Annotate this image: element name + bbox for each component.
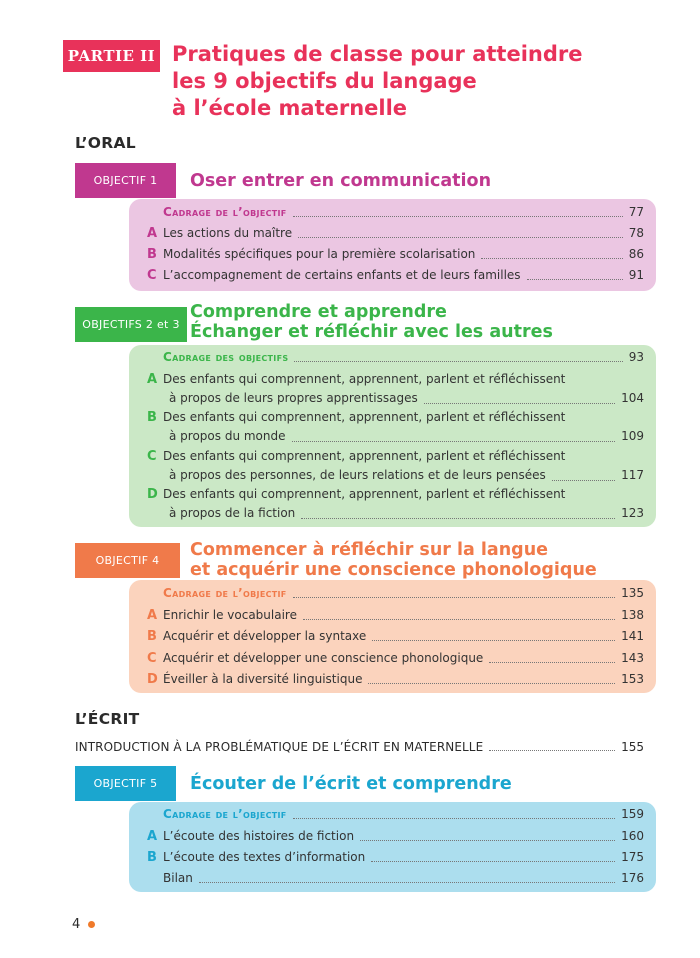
toc-entry-b[interactable]	[147, 629, 644, 644]
toc-entry-page: 143	[621, 651, 644, 665]
toc-entry-text: Les actions du maître	[163, 226, 293, 240]
objectif-title-line: Comprendre et apprendre	[190, 302, 447, 322]
partie-title-line: les 9 objectifs du langage	[172, 69, 477, 93]
toc-entry-letter: C	[147, 449, 157, 464]
objectif-23-title	[190, 302, 553, 342]
leader-dots	[489, 750, 615, 751]
section-heading-oral: L’ORAL	[75, 134, 136, 152]
toc-entry-letter: A	[147, 608, 158, 623]
section-heading-ecrit: L’ÉCRIT	[75, 710, 140, 728]
toc-entry-page: 104	[621, 391, 644, 405]
toc-entry-b[interactable]	[147, 408, 644, 446]
toc-entry-letter: A	[147, 372, 158, 387]
toc-entry-letter: B	[147, 629, 157, 644]
objectif-title-line: et acquérir une conscience phonologique	[190, 560, 597, 580]
objectif-1-box	[129, 199, 656, 291]
toc-entry-letter: D	[147, 672, 158, 687]
toc-entry-text: Des enfants qui comprennent, apprennent, parlent et réfléchissent	[163, 449, 566, 463]
toc-entry-d[interactable]	[147, 672, 644, 687]
toc-entry-page: 93	[628, 350, 644, 364]
toc-entry-b[interactable]	[147, 247, 644, 262]
leader-dots	[293, 597, 616, 598]
leader-dots	[371, 861, 615, 862]
objectif-5-title	[190, 774, 512, 794]
toc-entry-page: 117	[621, 468, 644, 482]
leader-dots	[293, 818, 616, 819]
toc-entry-page: 86	[628, 247, 644, 261]
toc-entry-c[interactable]	[147, 268, 644, 283]
toc-entry-page: 175	[621, 850, 644, 864]
toc-entry-text: Cadrage de l’objectif	[163, 205, 287, 219]
toc-entry-page: 78	[628, 226, 644, 240]
toc-entry-text: L’écoute des histoires de fiction	[163, 829, 355, 843]
toc-entry-text: Des enfants qui comprennent, apprennent, parlent et réfléchissent	[163, 487, 566, 501]
leader-dots	[527, 279, 623, 280]
toc-entry-c[interactable]	[147, 651, 644, 666]
toc-entry-cadrage[interactable]	[147, 586, 644, 601]
objectif-title-line: Écouter de l’écrit et comprendre	[190, 774, 512, 794]
toc-entry-page: 141	[621, 629, 644, 643]
leader-dots	[199, 882, 615, 883]
toc-entry-letter: D	[147, 487, 158, 502]
leader-dots	[292, 441, 616, 442]
objectif-23-tag: OBJECTIFS 2 et 3	[75, 307, 187, 342]
toc-entry-page: 159	[621, 807, 644, 821]
page-number: 4	[72, 917, 81, 932]
toc-entry-a[interactable]	[147, 829, 644, 844]
toc-entry-page: 153	[621, 672, 644, 686]
toc-entry-page: 176	[621, 871, 644, 885]
toc-entry-page: 155	[621, 740, 644, 754]
toc-entry-text: INTRODUCTION À LA PROBLÉMATIQUE DE L’ÉCRIT EN MATERNELLE	[75, 740, 484, 754]
partie-title	[172, 41, 642, 122]
leader-dots	[294, 361, 622, 362]
objectif-23-box	[129, 345, 656, 527]
toc-entry-text: à propos des personnes, de leurs relations et de leurs pensées	[169, 468, 546, 482]
toc-entry-cadrage[interactable]	[147, 350, 644, 365]
leader-dots	[481, 258, 622, 259]
toc-entry-text: Enrichir le vocabulaire	[163, 608, 297, 622]
toc-entry-text: Bilan	[163, 871, 193, 885]
toc-entry-text: Modalités spécifiques pour la première scolarisation	[163, 247, 476, 261]
objectif-1-title	[190, 171, 491, 191]
toc-entry-text: Cadrage de l’objectif	[163, 807, 287, 821]
partie-title-line: Pratiques de classe pour atteindre	[172, 42, 583, 66]
objectif-4-tag: OBJECTIF 4	[75, 543, 180, 578]
leader-dots	[372, 640, 615, 641]
page-footer	[72, 917, 95, 932]
toc-entry-letter: C	[147, 268, 157, 283]
objectif-title-line: Échanger et réfléchir avec les autres	[190, 322, 553, 342]
toc-entry-letter: A	[147, 226, 158, 241]
toc-entry-introduction[interactable]	[75, 740, 644, 754]
toc-entry-a[interactable]	[147, 226, 644, 241]
toc-entry-letter: B	[147, 247, 157, 262]
toc-entry-b[interactable]	[147, 850, 644, 865]
leader-dots	[368, 683, 615, 684]
toc-entry-text: Acquérir et développer une conscience phonologique	[163, 651, 484, 665]
toc-entry-c[interactable]	[147, 447, 644, 485]
toc-entry-text: L’écoute des textes d’information	[163, 850, 366, 864]
toc-entry-a[interactable]	[147, 370, 644, 408]
toc-entry-letter: A	[147, 829, 158, 844]
toc-entry-text: à propos de la fiction	[169, 506, 296, 520]
leader-dots	[303, 619, 615, 620]
toc-entry-text: Des enfants qui comprennent, apprennent, parlent et réfléchissent	[163, 410, 566, 424]
toc-entry-page: 160	[621, 829, 644, 843]
toc-entry-text: Des enfants qui comprennent, apprennent, parlent et réfléchissent	[163, 372, 566, 386]
toc-entry-letter: B	[147, 850, 157, 865]
toc-entry-bilan[interactable]	[147, 871, 644, 886]
leader-dots	[298, 237, 623, 238]
leader-dots	[552, 480, 615, 481]
partie-title-line: à l’école maternelle	[172, 96, 408, 120]
toc-entry-letter: B	[147, 410, 157, 425]
toc-entry-text: Éveiller à la diversité linguistique	[163, 672, 363, 686]
toc-entry-text: L’accompagnement de certains enfants et de leurs familles	[163, 268, 521, 282]
toc-entry-text: à propos du monde	[169, 429, 286, 443]
objectif-4-box	[129, 580, 656, 693]
leader-dots	[489, 662, 615, 663]
toc-entry-cadrage[interactable]	[147, 205, 644, 220]
objectif-title-line: Commencer à réfléchir sur la langue	[190, 540, 549, 560]
toc-entry-letter: C	[147, 651, 157, 666]
bullet-dot-icon	[88, 921, 95, 928]
toc-entry-text: à propos de leurs propres apprentissages	[169, 391, 418, 405]
objectif-5-tag: OBJECTIF 5	[75, 766, 176, 801]
partie-tag: PARTIE II	[63, 40, 160, 72]
toc-entry-d[interactable]	[147, 485, 644, 523]
toc-entry-a[interactable]	[147, 608, 644, 623]
objectif-1-tag: OBJECTIF 1	[75, 163, 176, 198]
toc-entry-cadrage[interactable]	[147, 807, 644, 822]
toc-entry-text: Cadrage des objectifs	[163, 350, 289, 364]
leader-dots	[293, 216, 623, 217]
toc-entry-page: 91	[628, 268, 644, 282]
objectif-4-title	[190, 540, 597, 580]
toc-entry-page: 109	[621, 429, 644, 443]
leader-dots	[301, 518, 615, 519]
toc-entry-page: 138	[621, 608, 644, 622]
toc-entry-page: 123	[621, 506, 644, 520]
leader-dots	[360, 840, 615, 841]
leader-dots	[424, 403, 615, 404]
toc-entry-text: Acquérir et développer la syntaxe	[163, 629, 367, 643]
toc-entry-text: Cadrage de l’objectif	[163, 586, 287, 600]
toc-entry-page: 135	[621, 586, 644, 600]
objectif-5-box	[129, 802, 656, 892]
objectif-title-line: Oser entrer en communication	[190, 171, 492, 191]
toc-entry-page: 77	[628, 205, 644, 219]
